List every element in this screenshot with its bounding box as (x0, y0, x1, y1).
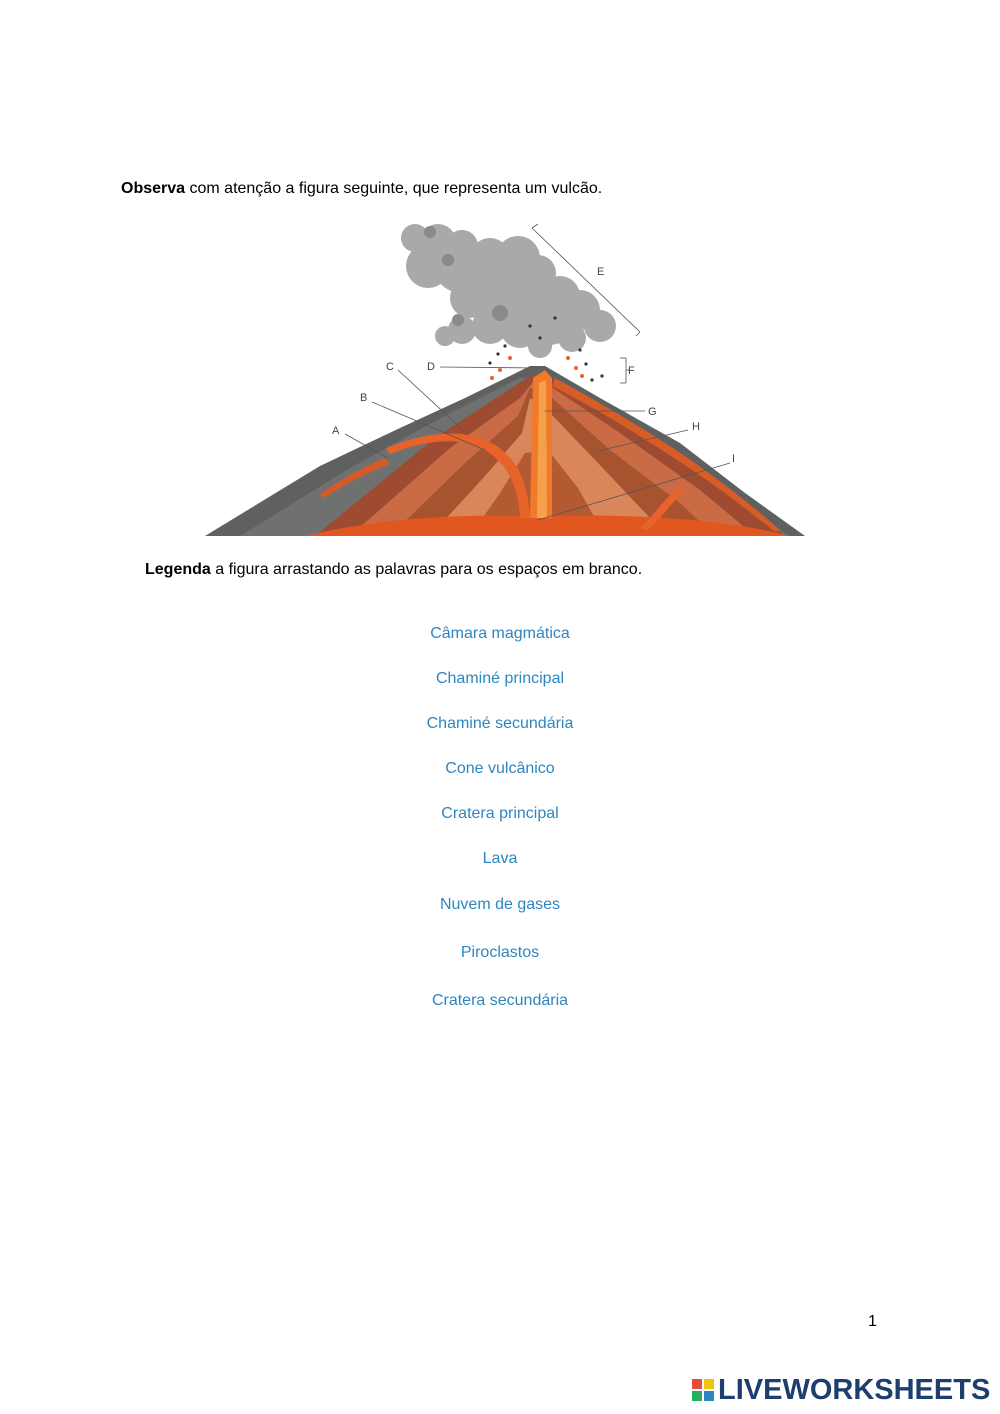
instruction-text: a figura arrastando as palavras para os espaços em branco. (210, 561, 643, 578)
figure-label-h: H (692, 421, 700, 433)
word-bank (300, 0, 700, 1414)
draggable-word[interactable]: Piroclastos (460, 944, 540, 961)
draggable-word[interactable]: Lava (482, 850, 518, 867)
draggable-word[interactable]: Cratera secundária (431, 992, 569, 1009)
brand-name: LIVEWORKSHEETS (718, 1373, 991, 1406)
page-number: 1 (868, 1313, 877, 1330)
figure-label-b: B (360, 392, 368, 404)
brand-logo-icon (692, 1379, 714, 1401)
intro-text: com atenção a figura seguinte, que representa um vulcão. (185, 180, 603, 197)
figure-label-f: F (628, 365, 635, 377)
draggable-word[interactable]: Chaminé secundária (426, 715, 574, 732)
draggable-word[interactable]: Cone vulcânico (445, 760, 555, 777)
figure-label-a: A (332, 425, 340, 437)
instruction-bold: Legenda (145, 561, 211, 578)
draggable-word[interactable]: Chaminé principal (435, 670, 565, 687)
figure-label-d: D (427, 361, 435, 373)
liveworksheets-logo (692, 1374, 990, 1406)
draggable-word[interactable]: Cratera principal (441, 805, 559, 822)
intro-bold: Observa (121, 180, 186, 197)
figure-label-g: G (648, 406, 657, 418)
draggable-word[interactable]: Nuvem de gases (439, 896, 561, 913)
figure-label-i: I (732, 453, 736, 465)
figure-label-c: C (386, 361, 394, 373)
figure-label-e: E (597, 266, 605, 278)
draggable-word[interactable]: Câmara magmática (430, 625, 570, 642)
